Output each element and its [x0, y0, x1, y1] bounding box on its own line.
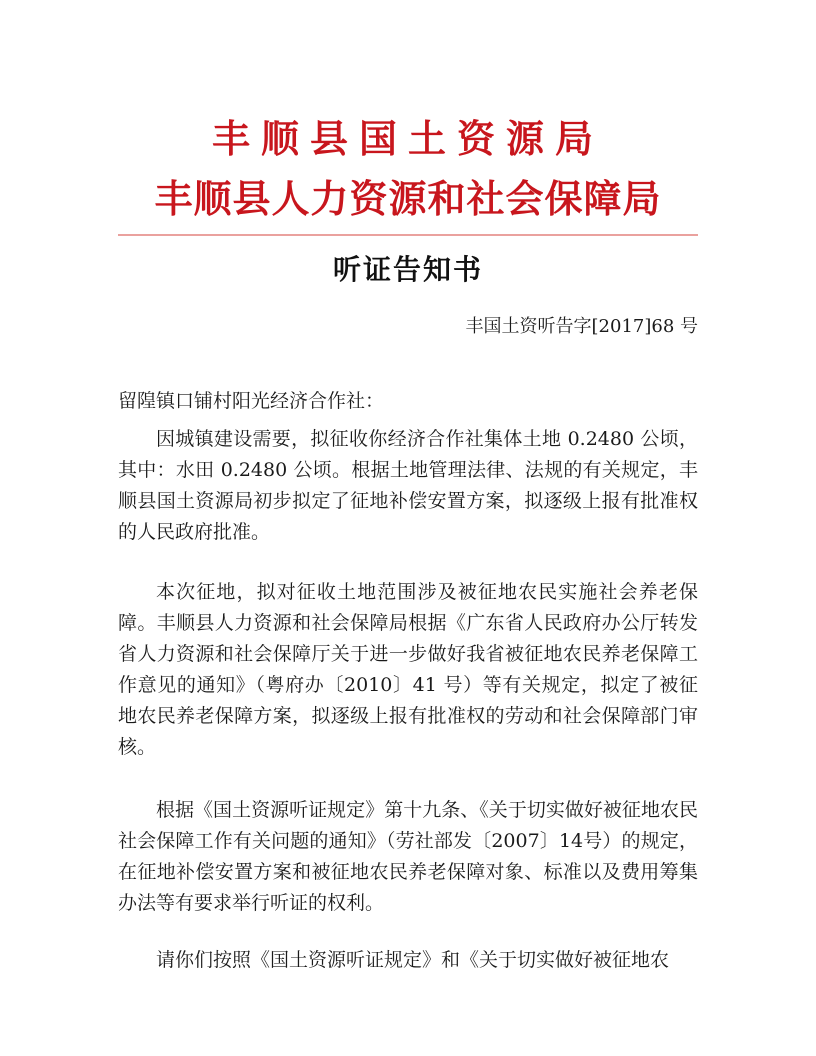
document-title: 听证告知书 [332, 253, 483, 286]
salutation: 留隍镇口铺村阳光经济合作社： [118, 390, 385, 412]
document-number: 丰国土资听告字[2017]68 号 [465, 316, 698, 337]
body-paragraph: 请你们按照《国土资源听证规定》和《关于切实做好被征地农 [156, 949, 670, 971]
issuer-header-hr-bureau: 丰顺县人力资源和社会保障局 [154, 176, 662, 221]
body-paragraph: 因城镇建设需要，拟征收你经济合作社集体土地 0.2480 公顷，其中：水田 0.2480 公顷。根据土地管理法律、法规的有关规定，丰顺县国土资源局初步拟定了征地补偿安置方案，拟逐级上报有批准权的人民政府批准。 [118, 428, 698, 543]
body-paragraph: 本次征地，拟对征收土地范围涉及被征地农民实施社会养老保障。丰顺县人力资源和社会保障局根据《广东省人民政府办公厅转发省人力资源和社会保障厅关于进一步做好我省被征地农民养老保障工作意见的通知》（粤府办〔2010〕41 号）等有关规定，拟定了被征地农民养老保障方案，拟逐级上报有批准权的劳动和社会保障部门审核。 [118, 581, 698, 758]
issuer-header-land-bureau: 丰顺县国土资源局 [211, 116, 604, 161]
body-paragraph: 根据《国土资源听证规定》第十九条、《关于切实做好被征地农民社会保障工作有关问题的通知》（劳社部发〔2007〕14号）的规定，在征地补偿安置方案和被征地农民养老保障对象、标准以及费用筹集办法等有要求举行听证的权利。 [118, 799, 698, 914]
header-divider [118, 234, 698, 236]
